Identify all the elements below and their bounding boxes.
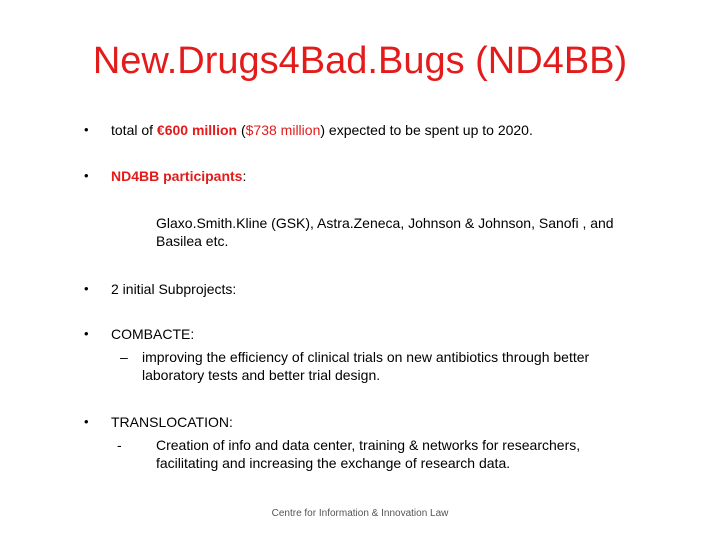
combacte-title: COMBACTE: [111,326,195,342]
bullet-dot: • [84,414,89,429]
bullet-dot: • [84,326,89,341]
bullet-dot: • [84,168,89,183]
combacte-dash: – [120,349,128,365]
funding-suffix: ) expected to be spent up to 2020. [320,122,533,138]
funding-amount-eur: €600 million [156,122,238,138]
participants-label: ND4BB participants [111,168,243,184]
participants-list: Glaxo.Smith.Kline (GSK), Astra.Zeneca, Johnson & Johnson, Sanofi , and Basilea etc. [156,215,614,249]
subprojects-text: 2 initial Subprojects: [111,281,237,297]
slide-title: New.Drugs4Bad.Bugs (ND4BB) [92,40,628,82]
slide-footer: Centre for Information & Innovation Law [271,508,449,519]
funding-prefix: total of [111,122,157,138]
combacte-description: improving the efficiency of clinical trials on new antibiotics through better laboratory tests and better trial design. [142,349,590,383]
translocation-description: Creation of info and data center, training & networks for researchers, facilitating and increasing the exchange of research data. [156,437,581,471]
participants-colon: : [242,168,247,184]
translocation-title: TRANSLOCATION: [111,414,233,430]
bullet-dot: • [84,281,89,296]
funding-open-paren: ( [237,122,246,138]
bullet-dot: • [84,122,89,137]
funding-amount-usd: $738 million [245,122,321,138]
translocation-dash: - [117,437,122,453]
